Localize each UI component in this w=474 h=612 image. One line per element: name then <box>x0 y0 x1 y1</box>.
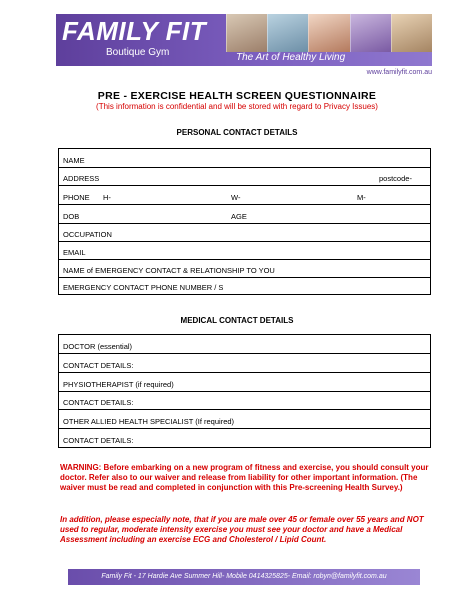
dob-label: DOB <box>63 212 80 221</box>
other-specialist-label: OTHER ALLIED HEALTH SPECIALIST (If required) <box>63 417 235 426</box>
page-title: PRE - EXERCISE HEALTH SCREEN QUESTIONNAIRE <box>97 90 377 102</box>
email-label: EMAIL <box>63 248 86 257</box>
occupation-field[interactable] <box>59 224 430 242</box>
other-contact-field[interactable] <box>59 429 430 447</box>
emergency-contact-label: NAME of EMERGENCY CONTACT & RELATIONSHIP TO YOU <box>63 266 275 275</box>
phone-label: PHONE <box>63 193 90 202</box>
emergency-phone-label: EMERGENCY CONTACT PHONE NUMBER / S <box>63 283 224 292</box>
doctor-contact-field[interactable] <box>59 354 430 373</box>
phone-field[interactable] <box>59 186 430 205</box>
banner-photo <box>391 14 432 52</box>
address-label: ADDRESS <box>63 174 100 183</box>
physio-contact-field[interactable] <box>59 392 430 410</box>
phone-work-label: W- <box>231 193 241 202</box>
email-field[interactable] <box>59 242 430 260</box>
address-field[interactable] <box>59 168 430 186</box>
tagline: The Art of Healthy Living <box>236 52 346 63</box>
privacy-note: (This information is confidential and will be stored with regard to Privacy Issues) <box>96 102 378 111</box>
website-url[interactable]: www.familyfit.com.au <box>366 69 432 76</box>
medical-section-heading: MEDICAL CONTACT DETAILS <box>180 316 294 325</box>
doctor-contact-label: CONTACT DETAILS: <box>63 361 134 370</box>
brand-subtitle: Boutique Gym <box>106 47 170 58</box>
occupation-label: OCCUPATION <box>63 230 112 239</box>
name-label: NAME <box>63 156 85 165</box>
banner-photo <box>350 14 391 52</box>
medical-details-table <box>58 334 431 448</box>
warning-text: WARNING: Before embarking on a new program of fitness and exercise, you should consult your doctor. Refer also to our waiver and release from liability for other important information. (The waiver must be read and completed in conjunction with this Pre-screening Health Survey.) <box>60 463 429 492</box>
footer-contact-bar: Family Fit - 17 Hardie Ave Summer Hill- Mobile 0414325825- Email: robyn@familyfit.com.au <box>68 569 420 585</box>
phone-mobile-label: M- <box>357 193 366 202</box>
header-banner <box>56 14 432 76</box>
banner-photo <box>226 14 267 52</box>
other-specialist-field[interactable] <box>59 410 430 429</box>
age-label: AGE <box>231 212 247 221</box>
banner-photo <box>308 14 349 52</box>
banner-photo-strip <box>226 14 432 52</box>
medical-assessment-note: In addition, please especially note, that if you are male over 45 or female over 55 years and NOT used to regular, moderate intensity exercise you must see your doctor and have a Medical Assessment including an exercise ECG and Cholesterol / Lipid Count. <box>60 515 424 544</box>
brand-logo-text: FAMILY FIT <box>62 16 207 46</box>
phone-home-label: H- <box>103 193 111 202</box>
personal-details-table <box>58 148 431 295</box>
doctor-label: DOCTOR (essential) <box>63 342 133 351</box>
physio-field[interactable] <box>59 373 430 392</box>
physio-contact-label: CONTACT DETAILS: <box>63 398 134 407</box>
postcode-label: postcode- <box>379 174 412 183</box>
banner-photo <box>267 14 308 52</box>
personal-section-heading: PERSONAL CONTACT DETAILS <box>176 128 298 137</box>
name-field[interactable] <box>59 149 430 168</box>
emergency-contact-field[interactable] <box>59 260 430 278</box>
emergency-phone-field[interactable] <box>59 278 430 294</box>
other-contact-label: CONTACT DETAILS: <box>63 436 134 445</box>
dob-field[interactable] <box>59 205 430 224</box>
physio-label: PHYSIOTHERAPIST (if required) <box>63 380 174 389</box>
doctor-field[interactable] <box>59 335 430 354</box>
